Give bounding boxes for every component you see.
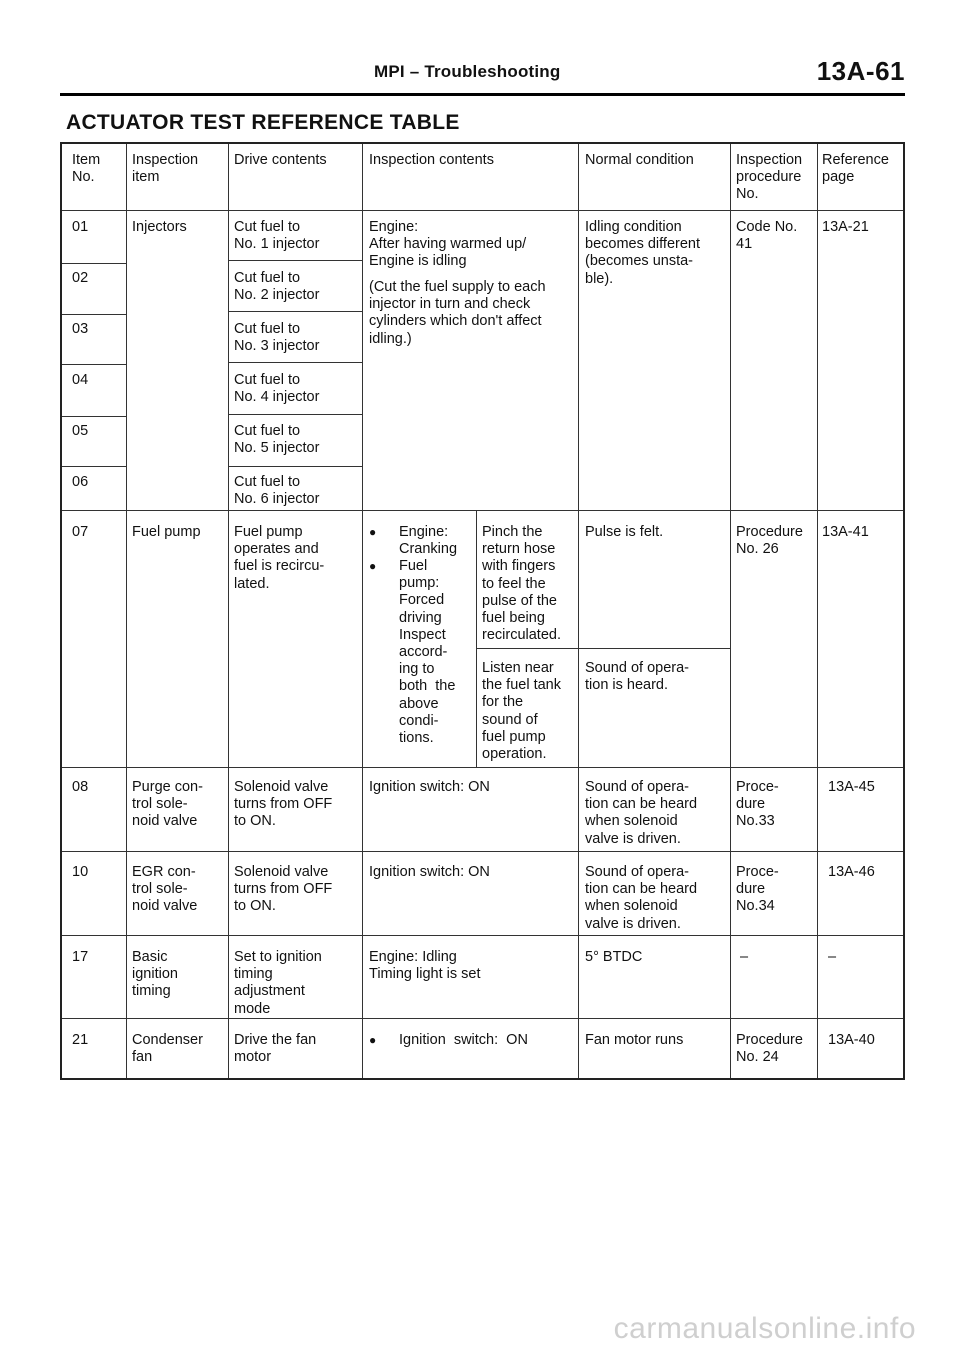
procedure-purge: Proce- dure No.33 — [736, 779, 779, 830]
bullet-icon: ● — [369, 1033, 377, 1047]
drive-injector-1: Cut fuel to No. 1 injector — [234, 219, 320, 253]
inspection-egr: Ignition switch: ON — [369, 864, 490, 880]
reference-injectors: 13A-21 — [822, 219, 869, 235]
inspection-item-ignition-timing: Basic ignition timing — [132, 949, 178, 1000]
inspection-purge: Ignition switch: ON — [369, 779, 490, 795]
col-header-inspection-contents: Inspection contents — [369, 152, 494, 168]
col-header-inspection-item: Inspection item — [132, 152, 199, 186]
procedure-condenser-fan: Procedure No. 24 — [736, 1032, 803, 1066]
drive-injector-4: Cut fuel to No. 4 injector — [234, 372, 320, 406]
reference-egr: 13A-46 — [828, 864, 875, 880]
reference-fuel-pump: 13A-41 — [822, 524, 869, 540]
drive-injector-2: Cut fuel to No. 2 injector — [234, 270, 320, 304]
drive-injector-6: Cut fuel to No. 6 injector — [234, 474, 320, 508]
bullet-icon: ● — [369, 559, 377, 573]
item-no-17: 17 — [72, 949, 89, 965]
col-header-normal-condition: Normal condition — [585, 152, 694, 168]
inspection-item-condenser-fan: Condenser fan — [132, 1032, 203, 1066]
drive-injector-3: Cut fuel to No. 3 injector — [234, 321, 320, 355]
normal-fuel-pump-pulse: Pulse is felt. — [585, 524, 664, 540]
normal-purge: Sound of opera- tion can be heard when solenoid valve is driven. — [585, 779, 698, 847]
inspection-item-egr: EGR con- trol sole- noid valve — [132, 864, 198, 915]
inspection-item-purge: Purge con- trol sole- noid valve — [132, 779, 203, 830]
procedure-fuel-pump: Procedure No. 26 — [736, 524, 803, 558]
item-no-04: 04 — [72, 372, 89, 388]
normal-fuel-pump-sound: Sound of opera- tion is heard. — [585, 660, 689, 694]
fuel-pump-check-pinch: Pinch the return hose with fingers to feel the pulse of the fuel being recirculated. — [482, 524, 561, 644]
drive-egr: Solenoid valve turns from OFF to ON. — [234, 864, 333, 915]
fuel-pump-check-listen: Listen near the fuel tank for the sound of fuel pump operation. — [482, 660, 561, 763]
fuel-pump-condition-forced-driving: Fuel pump: Forced driving Inspect accord- ing to both the above condi- tions. — [399, 558, 456, 747]
procedure-egr: Proce- dure No.34 — [736, 864, 779, 915]
page-number: 13A-61 — [816, 56, 905, 86]
bullet-icon: ● — [369, 525, 377, 539]
inspection-ignition-timing: Engine: Idling Timing light is set — [369, 949, 481, 983]
normal-egr: Sound of opera- tion can be heard when solenoid valve is driven. — [585, 864, 698, 932]
item-no-03: 03 — [72, 321, 89, 337]
drive-injector-5: Cut fuel to No. 5 injector — [234, 423, 320, 457]
reference-purge: 13A-45 — [828, 779, 875, 795]
item-no-10: 10 — [72, 864, 89, 880]
col-header-item-no: Item No. — [72, 152, 101, 186]
fuel-pump-condition-cranking: Engine: Cranking — [399, 524, 458, 558]
item-no-08: 08 — [72, 779, 89, 795]
header-rule — [60, 93, 905, 96]
drive-purge: Solenoid valve turns from OFF to ON. — [234, 779, 333, 830]
drive-fuel-pump: Fuel pump operates and fuel is recircu- lated. — [234, 524, 325, 592]
item-no-02: 02 — [72, 270, 89, 286]
page-header — [60, 56, 905, 94]
reference-condenser-fan: 13A-40 — [828, 1032, 875, 1048]
item-no-06: 06 — [72, 474, 89, 490]
page-title: ACTUATOR TEST REFERENCE TABLE — [66, 111, 460, 134]
item-no-07: 07 — [72, 524, 89, 540]
normal-injectors: Idling condition becomes different (becomes unsta- ble). — [585, 219, 700, 287]
watermark: carmanualsonline.info — [613, 1312, 916, 1345]
item-no-01: 01 — [72, 219, 89, 235]
drive-ignition-timing: Set to ignition timing adjustment mode — [234, 949, 322, 1017]
drive-condenser-fan: Drive the fan motor — [234, 1032, 317, 1066]
inspection-injectors-note: (Cut the fuel supply to each injector in turn and check cylinders which don't affect idling.) — [369, 279, 546, 347]
actuator-test-table — [60, 142, 905, 1080]
col-header-inspection-procedure: Inspection procedure No. — [736, 152, 803, 203]
normal-condenser-fan: Fan motor runs — [585, 1032, 684, 1048]
inspection-item-injectors: Injectors — [132, 219, 187, 235]
inspection-condenser-fan: Ignition switch: ON — [399, 1032, 528, 1048]
item-no-21: 21 — [72, 1032, 89, 1048]
inspection-injectors-engine: Engine: After having warmed up/ Engine is idling — [369, 219, 527, 270]
reference-ignition-timing: – — [828, 949, 837, 965]
procedure-injectors: Code No. 41 — [736, 219, 798, 253]
col-header-drive-contents: Drive contents — [234, 152, 327, 168]
col-header-reference-page: Reference page — [822, 152, 889, 186]
item-no-05: 05 — [72, 423, 89, 439]
procedure-ignition-timing: – — [740, 949, 749, 965]
normal-ignition-timing: 5° BTDC — [585, 949, 643, 965]
section-title: MPI – Troubleshooting — [374, 62, 561, 81]
inspection-item-fuel-pump: Fuel pump — [132, 524, 201, 540]
